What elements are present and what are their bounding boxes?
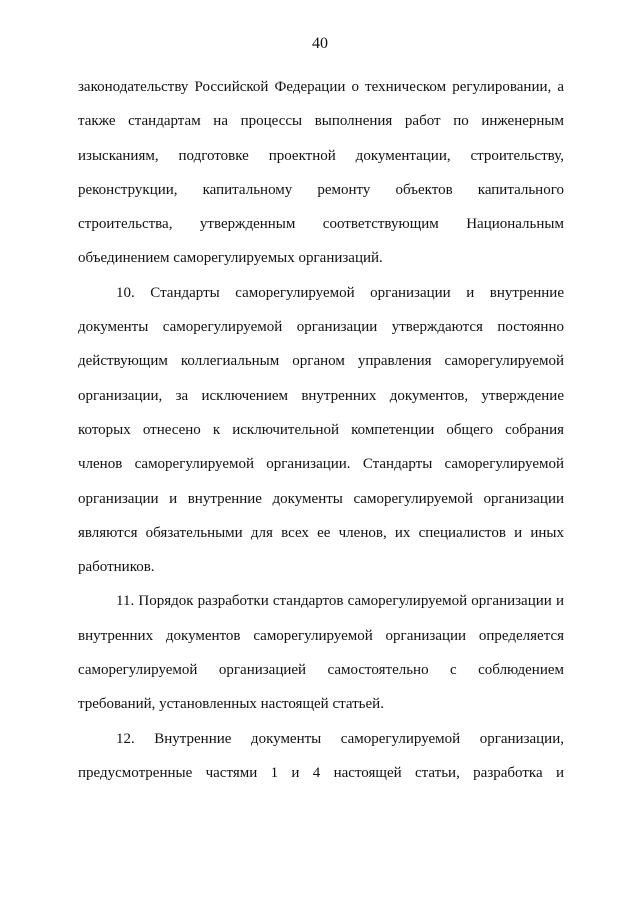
- page-number: 40: [312, 35, 328, 52]
- text-line: законодательству Российской Федерации о техническом регулировании, а: [78, 79, 564, 95]
- text-line: требований, установленных настоящей статьей.: [78, 696, 384, 713]
- text-line: документы саморегулируемой организации утверждаются постоянно: [78, 319, 564, 336]
- text-line: внутренних документов саморегулируемой организации определяется: [78, 627, 564, 644]
- text-line: 10. Стандарты саморегулируемой организации и внутренние: [116, 284, 564, 301]
- text-line: работников.: [78, 559, 155, 576]
- paragraph: [78, 70, 564, 276]
- paragraph-12: [78, 722, 564, 791]
- text-line: организации и внутренние документы саморегулируемой организации: [78, 490, 564, 507]
- text-line: которых отнесено к исключительной компетенции общего собрания: [78, 421, 564, 438]
- text-line: строительства, утвержденным соответствующим Национальным: [78, 216, 564, 233]
- text-line: являются обязательными для всех ее членов, их специалистов и иных: [78, 524, 564, 541]
- text-line: объединением саморегулируемых организаций.: [78, 250, 383, 267]
- text-line: членов саморегулируемой организации. Стандарты саморегулируемой: [78, 456, 564, 473]
- text-line: 12. Внутренние документы саморегулируемой организации,: [116, 730, 564, 747]
- text-line: предусмотренные частями 1 и 4 настоящей статьи, разработка и: [78, 764, 564, 781]
- text-line: реконструкции, капитальному ремонту объектов капитального: [78, 181, 564, 198]
- text-line: действующим коллегиальным органом управления саморегулируемой: [78, 353, 564, 370]
- paragraph-10: [78, 276, 564, 585]
- text-line: организации, за исключением внутренних документов, утверждение: [78, 387, 564, 404]
- text-line: саморегулируемой организацией самостоятельно с соблюдением: [78, 662, 564, 679]
- text-line: изысканиям, подготовке проектной документации, строительству,: [78, 147, 564, 164]
- text-line: 11. Порядок разработки стандартов саморегулируемой организации и: [116, 593, 564, 610]
- document-body: [78, 70, 564, 790]
- paragraph-11: [78, 584, 564, 721]
- text-line: также стандартам на процессы выполнения работ по инженерным: [78, 113, 564, 130]
